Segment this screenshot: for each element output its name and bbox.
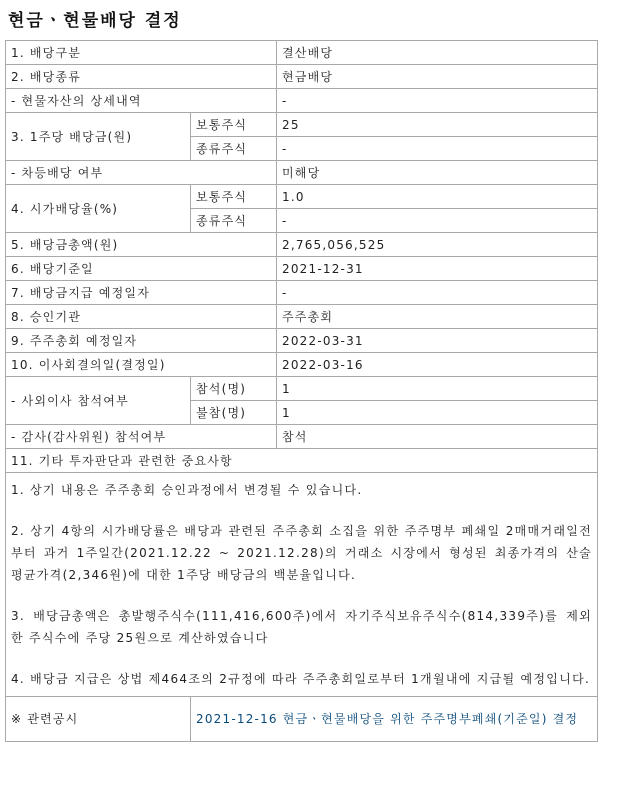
row-sublabel: 종류주식 <box>191 209 277 233</box>
row-label: 10. 이사회결의일(결정일) <box>6 353 277 377</box>
section-heading: 11. 기타 투자판단과 관련한 중요사항 <box>6 449 598 473</box>
row-value: 2022-03-31 <box>277 329 598 353</box>
table-row <box>6 353 598 377</box>
table-row <box>6 161 598 185</box>
row-value: 2022-03-16 <box>277 353 598 377</box>
row-label: 3. 1주당 배당금(원) <box>6 113 191 161</box>
disclosure-table <box>5 40 598 742</box>
row-value: 1.0 <box>277 185 598 209</box>
row-label: 8. 승인기관 <box>6 305 277 329</box>
row-value: - <box>277 209 598 233</box>
note-paragraph: 1. 상기 내용은 주주총회 승인과정에서 변경될 수 있습니다. <box>11 483 363 497</box>
row-value: 2021-12-31 <box>277 257 598 281</box>
row-sublabel: 보통주식 <box>191 113 277 137</box>
table-row <box>6 41 598 65</box>
row-value: 현금배당 <box>277 65 598 89</box>
row-sublabel: 종류주식 <box>191 137 277 161</box>
row-value: 2,765,056,525 <box>277 233 598 257</box>
row-sublabel: 보통주식 <box>191 185 277 209</box>
row-value: 결산배당 <box>277 41 598 65</box>
table-row <box>6 233 598 257</box>
row-value: - <box>277 137 598 161</box>
table-row <box>6 377 598 401</box>
note-paragraph: 3. 배당금총액은 총발행주식수(111,416,600주)에서 자기주식보유주식수(814,339주)를 제외한 주식수에 주당 25원으로 계산하였습니다 <box>11 609 593 645</box>
table-row <box>6 89 598 113</box>
table-row <box>6 113 598 137</box>
related-disclosure-cell <box>191 697 598 742</box>
table-row <box>6 281 598 305</box>
row-label: 5. 배당금총액(원) <box>6 233 277 257</box>
row-label: - 감사(감사위원) 참석여부 <box>6 425 277 449</box>
row-label: - 현물자산의 상세내역 <box>6 89 277 113</box>
row-value: - <box>277 89 598 113</box>
row-label: 4. 시가배당율(%) <box>6 185 191 233</box>
page-title: 현금ㆍ현물배당 결정 <box>8 11 182 31</box>
row-sublabel: 불참(명) <box>191 401 277 425</box>
row-value: 1 <box>277 401 598 425</box>
table-row <box>6 65 598 89</box>
table-row <box>6 449 598 473</box>
row-label: 9. 주주총회 예정일자 <box>6 329 277 353</box>
table-row <box>6 305 598 329</box>
table-row <box>6 185 598 209</box>
row-value: 주주총회 <box>277 305 598 329</box>
note-paragraph: 4. 배당금 지급은 상법 제464조의 2규정에 따라 주주총회일로부터 1개월내에 지급될 예정입니다. <box>11 672 591 686</box>
row-label: - 차등배당 여부 <box>6 161 277 185</box>
table-row <box>6 257 598 281</box>
row-value: 미해당 <box>277 161 598 185</box>
related-disclosure-link[interactable]: 2021-12-16 현금ㆍ현물배당을 위한 주주명부폐쇄(기준일) 결정 <box>196 712 579 726</box>
row-label: 1. 배당구분 <box>6 41 277 65</box>
table-row <box>6 425 598 449</box>
row-value: 참석 <box>277 425 598 449</box>
row-label: 7. 배당금지급 예정일자 <box>6 281 277 305</box>
table-row <box>6 697 598 742</box>
row-label: 6. 배당기준일 <box>6 257 277 281</box>
notes-row <box>6 473 598 697</box>
row-value: - <box>277 281 598 305</box>
row-value: 25 <box>277 113 598 137</box>
notes-cell <box>6 473 598 697</box>
row-sublabel: 참석(명) <box>191 377 277 401</box>
table-row <box>6 329 598 353</box>
row-label: 2. 배당종류 <box>6 65 277 89</box>
note-paragraph: 2. 상기 4항의 시가배당률은 배당과 관련된 주주총회 소집을 위한 주주명부 폐쇄일 2매매거래일전부터 과거 1주일간(2021.12.22 ~ 2021.12.28)의 거래소 시장에서 형성된 최종가격의 산술 평균가격(2,346원)에 대한 1주당 배당금의 백분율입니다. <box>11 524 593 582</box>
row-value: 1 <box>277 377 598 401</box>
row-label: - 사외이사 참석여부 <box>6 377 191 425</box>
related-label: ※ 관련공시 <box>6 697 191 742</box>
